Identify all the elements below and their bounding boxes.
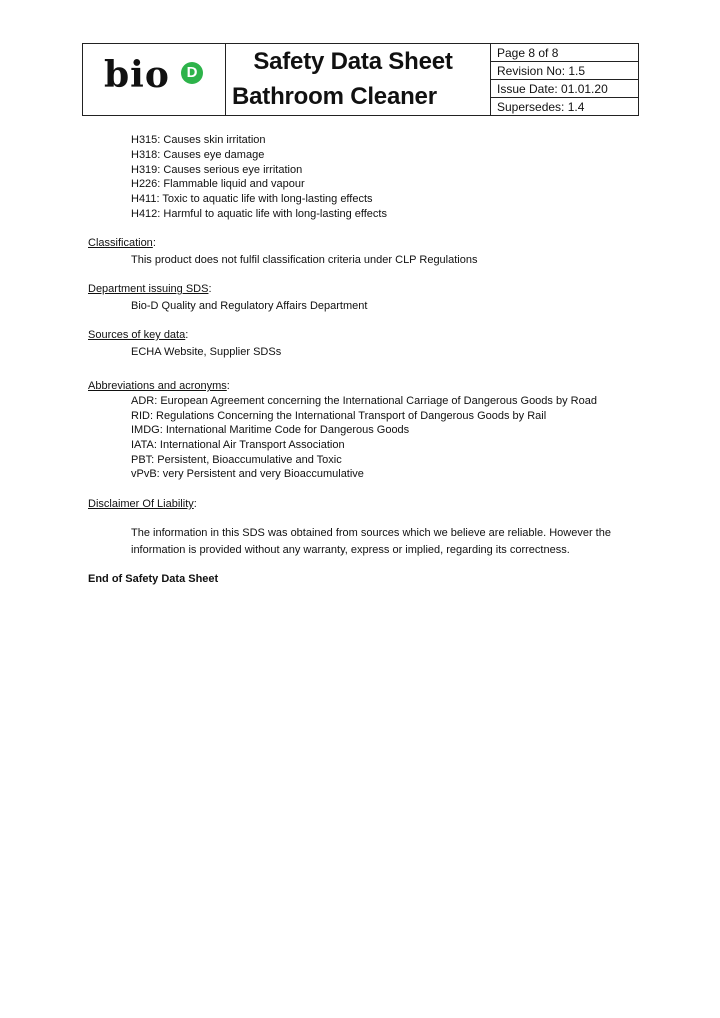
document-title: Safety Data Sheet: [253, 47, 453, 75]
department-text: Bio-D Quality and Regulatory Affairs Department: [131, 300, 368, 312]
classification-label: Classification: [88, 237, 153, 249]
bio-d-logo: [104, 53, 204, 100]
page-number: Page 8 of 8: [491, 44, 638, 62]
disclaimer-heading: Disclaimer Of Liability:: [88, 498, 197, 510]
hazard-statement: H411: Toxic to aquatic life with long-lasting effects: [131, 193, 373, 205]
abbreviation-item: ADR: European Agreement concerning the International Carriage of Dangerous Goods by Road: [131, 395, 597, 407]
abbreviations-heading: Abbreviations and acronyms:: [88, 380, 230, 392]
logo-cell: [83, 44, 226, 115]
department-heading: Department issuing SDS:: [88, 283, 212, 295]
product-name: Bathroom Cleaner: [232, 83, 437, 111]
issue-date: Issue Date: 01.01.20: [491, 80, 638, 98]
sources-text: ECHA Website, Supplier SDSs: [131, 346, 282, 358]
hazard-statement: H318: Causes eye damage: [131, 149, 265, 161]
classification-text: This product does not fulfil classification criteria under CLP Regulations: [131, 254, 478, 266]
abbreviation-item: PBT: Persistent, Bioaccumulative and Toxic: [131, 454, 342, 466]
classification-heading: Classification:: [88, 237, 156, 249]
abbreviations-label: Abbreviations and acronyms: [88, 380, 227, 392]
abbreviation-item: vPvB: very Persistent and very Bioaccumulative: [131, 468, 364, 480]
abbreviation-item: RID: Regulations Concerning the International Transport of Dangerous Goods by Rail: [131, 410, 547, 422]
sources-heading: Sources of key data:: [88, 329, 189, 341]
hazard-statement: H412: Harmful to aquatic life with long-lasting effects: [131, 208, 387, 220]
revision-number: Revision No: 1.5: [491, 62, 638, 80]
supersedes: Supersedes: 1.4: [497, 99, 585, 114]
disclaimer-text-line: The information in this SDS was obtained from sources which we believe are reliable. However the: [131, 527, 611, 539]
title-cell: [226, 44, 491, 115]
hazard-statement: H315: Causes skin irritation: [131, 134, 266, 146]
department-label: Department issuing SDS: [88, 283, 209, 295]
abbreviation-item: IATA: International Air Transport Association: [131, 439, 345, 451]
meta-cell: [491, 44, 638, 115]
abbreviation-item: IMDG: International Maritime Code for Dangerous Goods: [131, 424, 410, 436]
sources-label: Sources of key data: [88, 329, 186, 341]
hazard-statement: H319: Causes serious eye irritation: [131, 164, 303, 176]
logo-badge: D: [181, 62, 203, 84]
disclaimer-text-line: information is provided without any warranty, express or implied, regarding its correctness.: [131, 544, 570, 556]
end-of-sds: End of Safety Data Sheet: [88, 573, 219, 585]
hazard-statement: H226: Flammable liquid and vapour: [131, 178, 305, 190]
sds-header: [82, 43, 639, 116]
disclaimer-label: Disclaimer Of Liability: [88, 498, 194, 510]
logo-text: bio: [104, 53, 170, 96]
